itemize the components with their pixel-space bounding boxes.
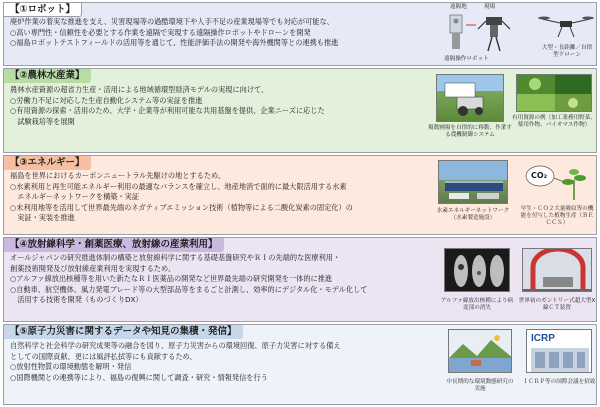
caption-icrp: ＩＣＲＰ等の国際会議を招致 <box>522 379 596 385</box>
caption-farm-machine: 複数圃場を自律的に移動、作業する農機制御システム <box>428 125 512 138</box>
section-title-robot: 【①ロボット】 <box>4 3 82 17</box>
body-line: ○有用資源の探索・活用のため、大学・企業等が利用可能な共用基盤を提供、企業ニーズに応じた <box>10 106 325 116</box>
body-line: ○国際機関との連携等により、福島の復興に関して調査・研究・情報発信を行う <box>10 372 268 382</box>
label-field-site: 現場 <box>484 4 496 10</box>
body-line: 自然科学と社会科学の研究成果等の融合を図り、原子力災害からの環境回復、原子力災害に対する備え <box>10 341 341 350</box>
body-line: 活用する技術を開発（ものづくりDX） <box>10 295 143 305</box>
body-line: ○アルファ線放出核種等を用いた新たなＲＩ医薬品の開発など世界最先端の研究開発を一体的に推進 <box>10 274 333 284</box>
section-title-agriculture: 【②農林水産業】 <box>4 69 91 83</box>
caption-useful-resources: 有用資源の例（加工業務用野菜、薬用作物、バイオマス作物） <box>512 115 596 128</box>
caption-remote-robot: 遠隔操作ロボット <box>444 56 489 62</box>
caption-drone: 大型・長距離／自律型ドローン <box>541 45 593 58</box>
section-body-robot <box>10 17 430 49</box>
body-line: ○水素利用と再生可能エネルギー利用の最適なバランスを確立し、地産地消で面的に最大限活用する水素 <box>10 181 347 191</box>
hydrogen-facility-photo <box>438 160 508 204</box>
label-remote-site: 遠隔地 <box>450 4 467 10</box>
autonomous-farm-machine-photo <box>436 74 504 122</box>
alpha-emitter-scan-photo <box>444 248 510 292</box>
section-robot <box>3 2 597 66</box>
section-title-energy: 【③エネルギー】 <box>4 156 91 170</box>
section-body-energy <box>10 171 435 224</box>
useful-resources-photo <box>516 74 592 112</box>
section-title-nuclear-data: 【⑤原子力災害に関するデータや知見の集積・発信】 <box>4 325 243 339</box>
body-line: 農林水産資源の超省力生産・活用による地域循環型経済モデルの実現に向けて、 <box>10 85 269 94</box>
remote-robot-figure <box>442 11 524 55</box>
drone-figure <box>538 9 594 43</box>
section-nuclear-data <box>3 324 597 405</box>
caption-hydrogen-network: 水素エネルギーネットワーク（水素製造施設） <box>436 208 510 221</box>
section-body-agriculture <box>10 85 430 127</box>
section-energy <box>3 155 597 235</box>
section-title-radiation: 【④放射線科学・創薬医療、放射線の産業利用】 <box>4 238 224 252</box>
body-line: オールジャパンの研究推進体制の構築と放射線科学に関する基礎基盤研究やＲＩの先端的な医療利用・ <box>10 253 341 262</box>
body-line: ○放射性物質の環境動態を解明・発信 <box>10 362 132 372</box>
section-radiation <box>3 237 597 322</box>
caption-alpha-emitter: アルファ線放出核種により病変部の消失 <box>440 298 514 311</box>
icrp-conference-figure <box>526 329 592 373</box>
environmental-dynamics-figure <box>448 329 512 373</box>
body-line: 実証・実装を推進 <box>10 213 75 223</box>
gantry-ct-photo <box>522 248 592 292</box>
section-agriculture <box>3 68 597 153</box>
body-line: としての国際貢献、更には風評払拭等にも貢献するため、 <box>10 351 197 361</box>
body-line: ○高い専門性・信頼性を必要とする作業を遠隔で実現する遠隔操作ロボットやドローンを開発 <box>10 27 311 37</box>
body-line: 試験栽培等を展開 <box>10 116 75 126</box>
body-line: 福島を世界におけるカーボンニュートラル先駆けの地とするため、 <box>10 171 226 180</box>
co2-label: CO₂ <box>531 171 548 180</box>
body-line: ○未利用地等を活用して世界最先端のネガティブエミッション技術（植物等による二酸化炭素の固定化）の <box>10 202 353 212</box>
body-line: エネルギーネットワークを構築・実証 <box>10 192 140 202</box>
section-body-nuclear-data <box>10 341 440 383</box>
body-line: ○福島ロボットテストフィールドの活用等を通じて、性能評価手法の開発や海外機関等との連携も推進 <box>10 38 339 48</box>
co2-plant-figure <box>522 162 592 202</box>
caption-environmental-dynamics: 中長期的な環境動態研究の実施 <box>446 379 514 392</box>
body-line: ○自動車、航空機体、風力発電ブレード等の大型部品等をまるごと計測し、効率的にデジタル化・モデル化して <box>10 284 368 294</box>
section-body-radiation <box>10 253 442 306</box>
body-line: ○労働力不足に対応した生産自動化システム等の実証を推進 <box>10 95 203 105</box>
caption-becss: 早生・ＣＯ２大量吸収等の機能を付与した植物生産（ＢＥＣＣＳ） <box>520 206 594 226</box>
body-line: 創薬技術開発及び放射線産業利用を実現するため、 <box>10 263 176 273</box>
body-line: 廃炉作業の着実な推進を支え、災害現場等の過酷環境下や人手不足の産業現場等でも対応が可能な、 <box>10 17 334 26</box>
icrp-logo: ICRP <box>531 333 555 344</box>
caption-gantry-ct: 世界初のガントリー式超大型X線ＣＴ装置 <box>518 298 596 311</box>
